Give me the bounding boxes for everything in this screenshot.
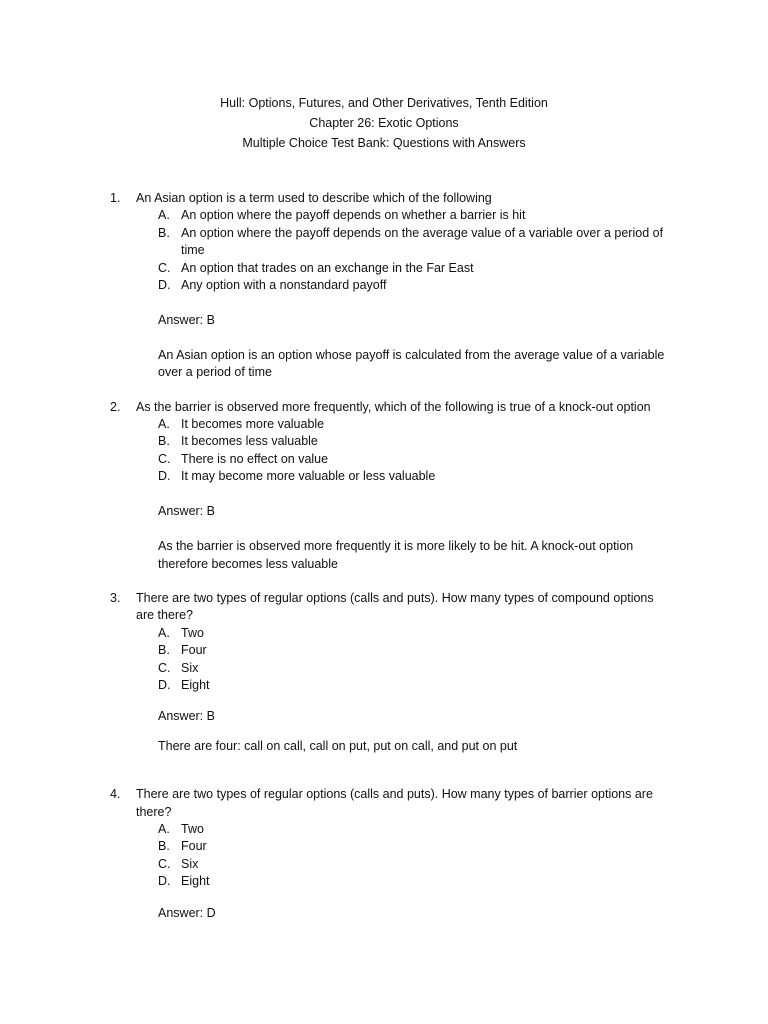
option-list — [158, 207, 670, 294]
option-c — [158, 856, 670, 873]
option-text: Eight — [181, 874, 210, 889]
option-text: Any option with a nonstandard payoff — [181, 278, 387, 293]
answer-explanation: As the barrier is observed more frequently it is more likely to be hit. A knock-out option therefore becomes less valuable — [158, 539, 634, 571]
option-text: Eight — [181, 677, 210, 692]
option-text: It may become more valuable or less valuable — [181, 469, 436, 484]
question-2 — [110, 399, 670, 573]
option-d — [158, 677, 670, 694]
question-text: An Asian option is a term used to describe which of the following — [136, 191, 492, 205]
option-c — [158, 260, 670, 277]
option-text: Four — [181, 839, 207, 854]
option-text: Two — [181, 821, 204, 836]
option-a — [158, 625, 670, 642]
option-a — [158, 821, 670, 838]
answer-line: Answer: D — [158, 905, 216, 920]
option-letter: C. — [158, 856, 171, 871]
option-letter: B. — [158, 225, 170, 240]
option-text: Six — [181, 856, 199, 871]
option-text: An option that trades on an exchange in the Far East — [181, 260, 474, 275]
option-c — [158, 451, 670, 468]
option-letter: C. — [158, 260, 171, 275]
option-list — [158, 821, 670, 891]
option-list — [158, 416, 670, 486]
answer-explanation: There are four: call on call, call on put, put on call, and put on put — [158, 738, 518, 753]
answer-explanation: An Asian option is an option whose payoff is calculated from the average value of a variable over a period of time — [158, 347, 665, 380]
test-bank-title: Multiple Choice Test Bank: Questions with Answers — [242, 136, 526, 150]
option-b — [158, 642, 670, 659]
option-text: There is no effect on value — [181, 451, 329, 466]
question-number: 3. — [110, 590, 121, 605]
option-letter: B. — [158, 839, 170, 854]
option-letter: D. — [158, 677, 171, 692]
option-letter: A. — [158, 821, 170, 836]
option-b — [158, 225, 670, 260]
chapter-title: Chapter 26: Exotic Options — [309, 116, 459, 130]
option-text: An option where the payoff depends on whether a barrier is hit — [181, 208, 526, 223]
option-text: Six — [181, 660, 199, 675]
option-letter: D. — [158, 874, 171, 889]
option-text: An option where the payoff depends on the average value of a variable over a period of time — [181, 225, 664, 258]
answer-line: Answer: B — [158, 709, 215, 724]
option-b — [158, 838, 670, 855]
option-a — [158, 207, 670, 224]
question-text: There are two types of regular options (calls and puts). How many types of compound options are there? — [136, 590, 654, 623]
question-text: There are two types of regular options (calls and puts). How many types of barrier options are there? — [136, 787, 653, 819]
option-letter: C. — [158, 660, 171, 675]
option-letter: D. — [158, 278, 171, 293]
question-3 — [110, 590, 670, 755]
option-letter: A. — [158, 625, 170, 640]
question-text: As the barrier is observed more frequently, which of the following is true of a knock-out option — [136, 399, 651, 414]
option-list — [158, 625, 670, 695]
question-4 — [110, 786, 670, 922]
question-number: 2. — [110, 399, 121, 414]
option-text: Two — [181, 625, 204, 640]
option-a — [158, 416, 670, 433]
option-c — [158, 660, 670, 677]
question-list — [110, 190, 670, 922]
option-letter: D. — [158, 469, 171, 484]
option-letter: A. — [158, 208, 170, 223]
option-letter: C. — [158, 451, 171, 466]
option-letter: B. — [158, 643, 170, 658]
question-1 — [110, 190, 670, 382]
question-number: 4. — [110, 787, 121, 802]
option-text: Four — [181, 643, 207, 658]
question-number: 1. — [110, 191, 121, 205]
option-d — [158, 468, 670, 485]
option-d — [158, 277, 670, 294]
option-text: It becomes more valuable — [181, 417, 325, 432]
book-title: Hull: Options, Futures, and Other Derivatives, Tenth Edition — [220, 96, 548, 110]
option-d — [158, 873, 670, 890]
document-header — [0, 93, 768, 153]
option-letter: A. — [158, 417, 170, 432]
option-b — [158, 433, 670, 450]
answer-line: Answer: B — [158, 504, 215, 519]
option-letter: B. — [158, 434, 170, 449]
option-text: It becomes less valuable — [181, 434, 318, 449]
answer-line: Answer: B — [158, 312, 215, 327]
